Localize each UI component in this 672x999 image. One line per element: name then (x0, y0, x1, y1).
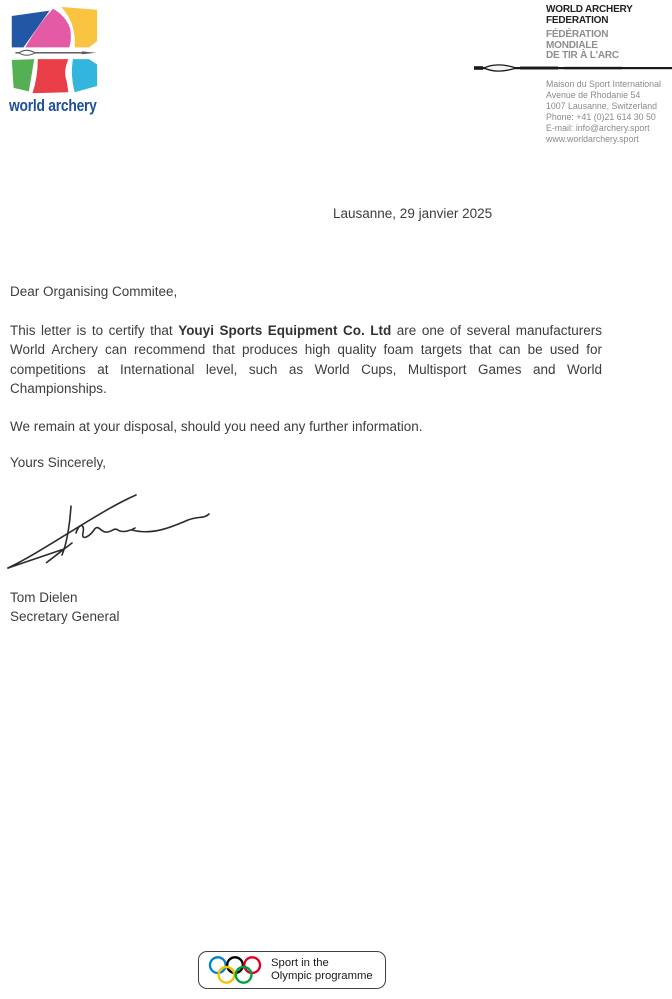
company-name-bold: Youyi Sports Equipment Co. Ltd (178, 323, 392, 338)
badge-text (271, 957, 373, 984)
address-line: Phone: +41 (0)21 614 30 50 (546, 111, 656, 122)
org-name-french (546, 30, 619, 62)
address-line: www.worldarchery.sport (546, 133, 639, 144)
org-name-en-line1: WORLD ARCHERY (546, 4, 633, 15)
org-name-fr-line1: FÉDÉRATION (546, 29, 609, 40)
badge-line2: Olympic programme (271, 970, 373, 982)
salutation: Dear Organising Commitee, (10, 284, 178, 299)
address-line: Avenue de Rhodanie 54 (546, 89, 641, 100)
closing-line: We remain at your disposal, should you need any further information. (10, 419, 423, 434)
signature (4, 489, 214, 574)
signer-title: Secretary General (10, 609, 120, 624)
address-line: Maison du Sport International (546, 79, 661, 89)
valediction: Yours Sincerely, (10, 455, 107, 470)
org-name-en-line2: FEDERATION (546, 14, 609, 26)
org-name-fr-line3: DE TIR À L'ARC (546, 50, 619, 62)
org-name-fr-line2: MONDIALE (546, 39, 598, 51)
bow-arrow-logo-icon (10, 7, 107, 95)
body-text-segment: This letter is to certify that (10, 323, 179, 338)
dateline: Lausanne, 29 janvier 2025 (333, 206, 493, 221)
olympic-programme-badge (198, 951, 386, 989)
world-archery-logo (10, 7, 107, 122)
address-line: E-mail: info@archery.sport (546, 122, 650, 133)
world-archery-wordmark: world archery (9, 97, 97, 115)
body-paragraph (10, 321, 602, 398)
body-text-segment: are one of several manufacturers World Archery can recommend that produces high quality foam targets that can be used for competitions at International level, such as World Cups, Multisport Games and World Championships. (10, 323, 602, 396)
badge-line1: Sport in the (271, 956, 329, 969)
address-block (546, 79, 661, 144)
arrow-icon (474, 61, 672, 75)
signer-name: Tom Dielen (10, 590, 78, 605)
olympic-rings-icon (208, 956, 262, 985)
org-name-english (546, 5, 633, 26)
address-line: 1007 Lausanne, Switzerland (546, 100, 658, 111)
